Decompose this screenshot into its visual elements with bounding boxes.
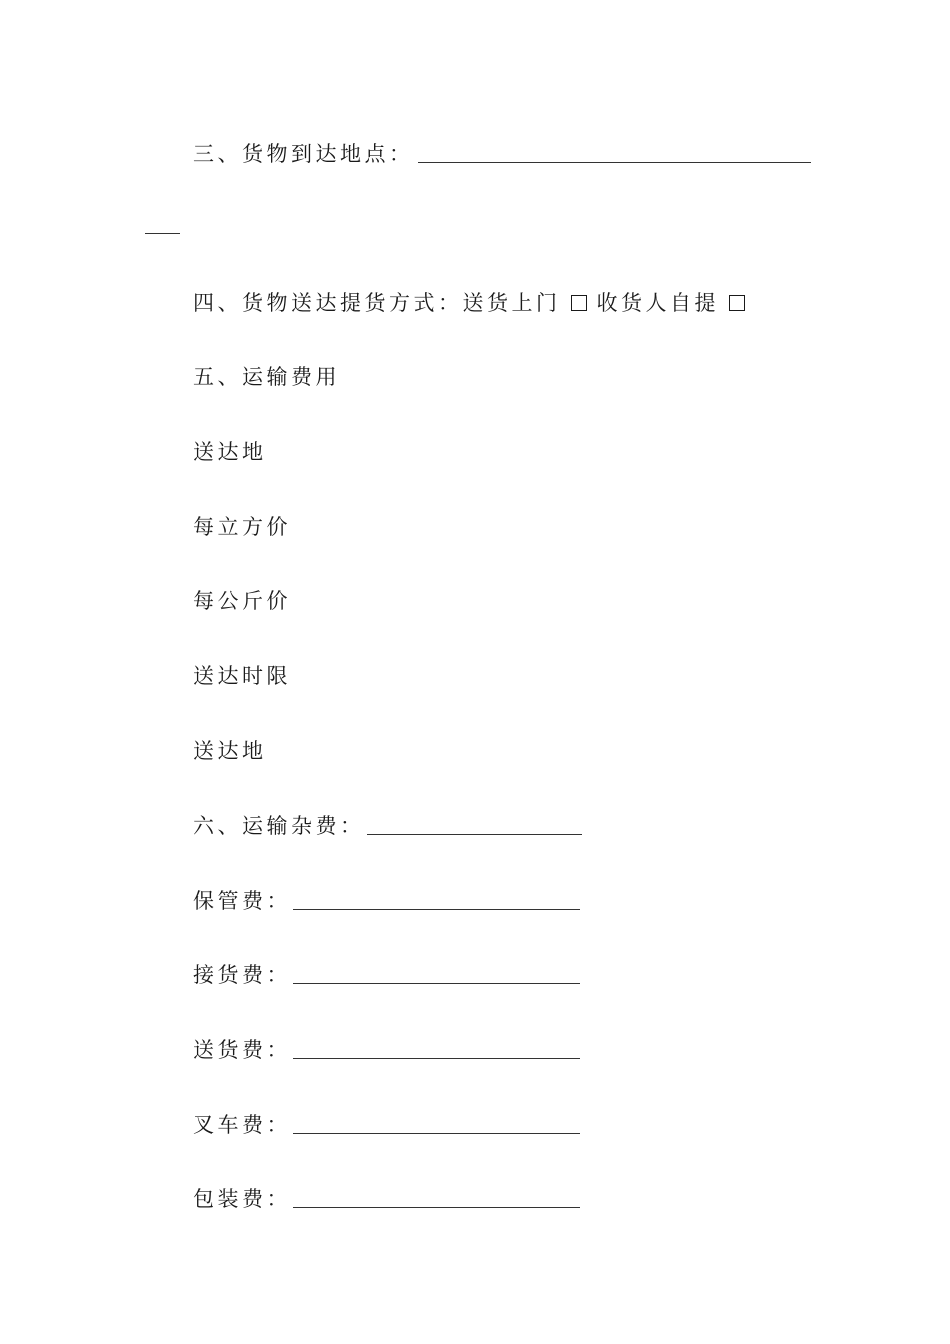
misc-fee-row [193, 806, 582, 840]
freight-cost-label: 五、运输费用 [193, 365, 340, 389]
delivery-time-limit-label: 送达时限 [193, 664, 291, 688]
destination-blank-continuation [145, 233, 180, 234]
destination-row [193, 134, 811, 168]
forklift-fee-row [193, 1105, 580, 1139]
delivery-fee-row [193, 1030, 580, 1064]
storage-fee-label: 保管费： [193, 889, 291, 913]
door-delivery-checkbox[interactable] [571, 295, 587, 311]
self-pickup-option-label: 收货人自提 [596, 291, 719, 315]
receiving-fee-row [193, 955, 580, 989]
destination-item-label: 送达地 [193, 440, 267, 464]
packaging-fee-label: 包装费： [193, 1187, 291, 1211]
packaging-fee-blank[interactable] [293, 1206, 580, 1208]
storage-fee-blank[interactable] [293, 908, 580, 910]
delivery-time-limit-row [193, 656, 291, 690]
delivery-fee-blank[interactable] [293, 1057, 580, 1059]
destination-item-row [193, 432, 267, 466]
forklift-fee-label: 叉车费： [193, 1113, 291, 1137]
freight-cost-heading [193, 357, 340, 391]
destination-item-row-2 [193, 731, 267, 765]
misc-fee-label: 六、运输杂费： [193, 814, 365, 838]
door-delivery-option-label: 送货上门 [462, 291, 561, 315]
packaging-fee-row [193, 1179, 580, 1213]
price-per-cubic-meter-row [193, 507, 291, 541]
price-per-cubic-meter-label: 每立方价 [193, 515, 291, 539]
receiving-fee-label: 接货费： [193, 963, 291, 987]
self-pickup-checkbox[interactable] [729, 295, 745, 311]
storage-fee-row [193, 881, 580, 915]
delivery-method-row [193, 283, 755, 317]
delivery-method-label: 四、货物送达提货方式： [193, 291, 463, 315]
price-per-kg-label: 每公斤价 [193, 589, 291, 613]
receiving-fee-blank[interactable] [293, 982, 580, 984]
destination-label: 三、货物到达地点： [193, 142, 414, 166]
misc-fee-blank[interactable] [367, 833, 582, 835]
price-per-kg-row [193, 581, 291, 615]
delivery-fee-label: 送货费： [193, 1038, 291, 1062]
destination-item-label-2: 送达地 [193, 739, 267, 763]
destination-blank[interactable] [418, 161, 811, 163]
forklift-fee-blank[interactable] [293, 1132, 580, 1134]
